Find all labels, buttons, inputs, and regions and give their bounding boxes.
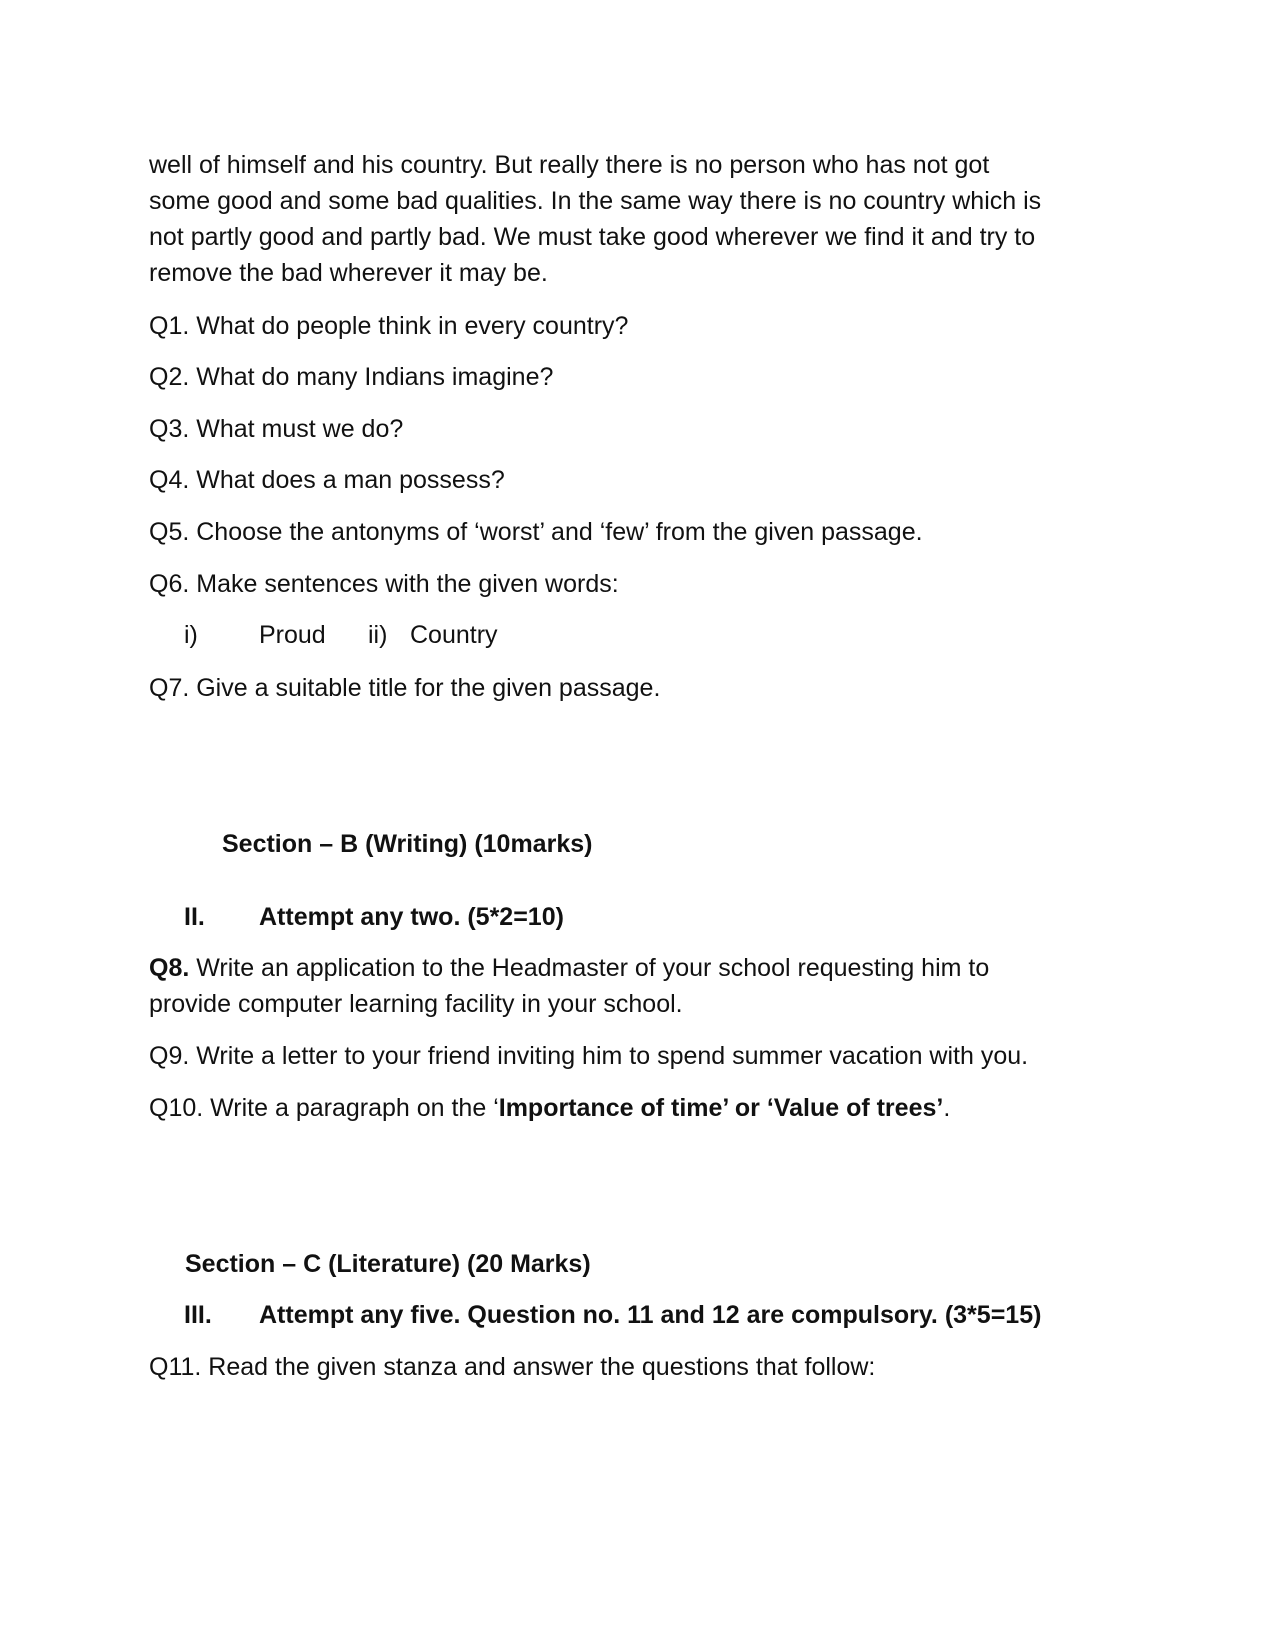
question-8 [149,950,989,987]
question-2: Q2. What do many Indians imagine? [149,363,554,391]
question-10-prefix: Q10. Write a paragraph on the ‘ [149,1094,499,1122]
instruction-text: Attempt any two. (5*2=10) [259,903,564,931]
option-i-word: Proud [259,621,326,649]
roman-numeral: III. [184,1301,212,1329]
question-8-continuation: provide computer learning facility in your school. [149,990,683,1018]
option-ii-marker: ii) [368,621,388,649]
option-ii-word: Country [410,621,498,649]
instruction-text: Attempt any five. Question no. 11 and 12 are compulsory. (3*5=15) [259,1301,1042,1329]
passage-line: some good and some bad qualities. In the same way there is no country which is [149,187,1042,215]
passage-line: well of himself and his country. But really there is no person who has not got [149,151,990,179]
question-8-text: Write an application to the Headmaster of your school requesting him to [189,954,990,982]
question-3: Q3. What must we do? [149,415,404,443]
option-i-marker: i) [184,621,198,649]
question-5: Q5. Choose the antonyms of ‘worst’ and ‘few’ from the given passage. [149,518,923,546]
passage-line: remove the bad wherever it may be. [149,259,548,287]
question-9: Q9. Write a letter to your friend inviting him to spend summer vacation with you. [149,1042,1029,1070]
passage-line: not partly good and partly bad. We must take good wherever we find it and try to [149,223,1036,251]
question-11: Q11. Read the given stanza and answer the questions that follow: [149,1353,876,1381]
question-6: Q6. Make sentences with the given words: [149,570,619,598]
question-1: Q1. What do people think in every country? [149,312,629,340]
question-4: Q4. What does a man possess? [149,466,505,494]
question-8-label: Q8. [149,954,190,982]
question-7: Q7. Give a suitable title for the given passage. [149,674,661,702]
section-c-heading: Section – C (Literature) (20 Marks) [185,1250,591,1278]
question-10-suffix: . [943,1094,951,1122]
question-10 [149,1090,950,1127]
section-b-heading: Section – B (Writing) (10marks) [222,830,593,858]
question-10-topics: Importance of time’ or ‘Value of trees’ [498,1094,944,1122]
roman-numeral: II. [184,903,205,931]
